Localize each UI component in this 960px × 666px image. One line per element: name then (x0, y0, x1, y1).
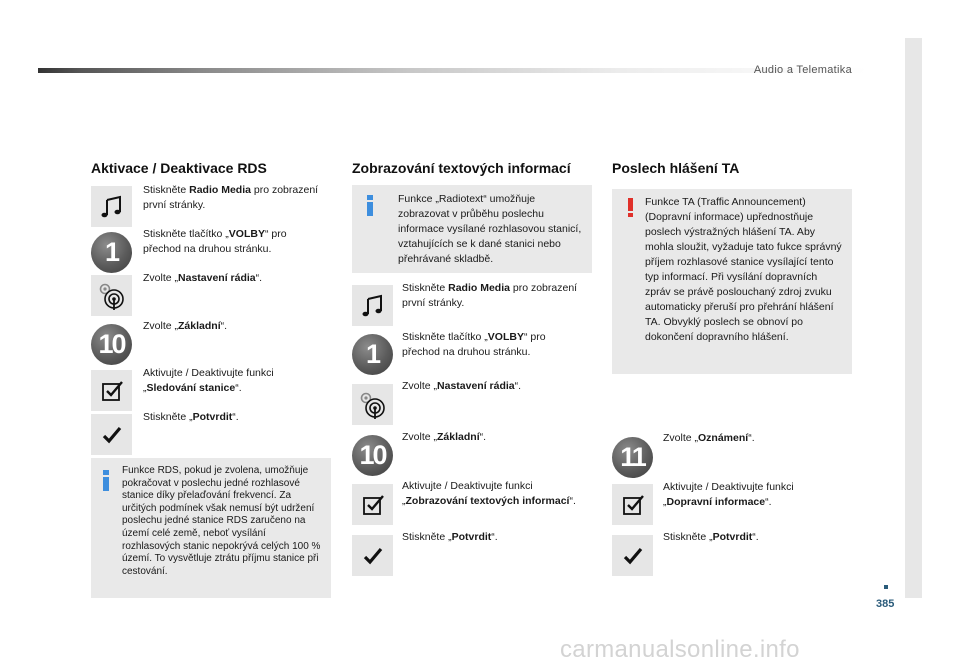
step-text: Stiskněte „Potvrdit“. (663, 531, 759, 543)
radio-settings-icon (91, 275, 132, 316)
note-box-rds (91, 458, 331, 598)
confirm-check-icon (612, 535, 653, 576)
note-text: Funkce RDS, pokud je zvolena, umožňuje pokračovat v poslechu jedné rozhlasové stanice díky přelaďování frekvencí. Za určitých podmínek však nemusí být udržení poslechu jedné stanice RDS zaručeno na území celé země, neboť vysílání rozhlasových stanic nepokrývá celých 100 % území. To vysvětluje ztrátu příjmu stanice při cestování. (122, 465, 321, 577)
header-gradient-bar (38, 68, 868, 73)
step-number-badge: 1 (352, 334, 393, 375)
step-text: Zvolte „Nastavení rádia“. (402, 380, 522, 392)
step-text: Aktivujte / Deaktivujte funkci „Dopravní informace“. (663, 481, 794, 508)
section-title-rds: Aktivace / Deaktivace RDS (91, 160, 267, 176)
warning-icon (626, 198, 634, 217)
step-text: Stiskněte Radio Media pro zobrazení první stránky. (402, 282, 578, 309)
step-text: Aktivujte / Deaktivujte funkci „Sledování stanice“. (143, 367, 274, 394)
step-text: Zvolte „Oznámení“. (663, 432, 755, 444)
step-text: Zvolte „Základní“. (402, 431, 487, 443)
note-box-radiotext (352, 185, 592, 273)
confirm-check-icon (352, 535, 393, 576)
step-number-badge: 10 (352, 435, 393, 476)
step-text: Zvolte „Základní“. (143, 320, 228, 332)
section-title-ta: Poslech hlášení TA (612, 160, 740, 176)
step-text: Stiskněte „Potvrdit“. (143, 411, 239, 423)
step-text: Stiskněte tlačítko „VOLBY“ pro přechod na druhou stránku. (143, 228, 287, 255)
step-number-badge: 1 (91, 232, 132, 273)
side-strip (905, 38, 922, 598)
info-icon (102, 470, 110, 491)
step-text: Stiskněte Radio Media pro zobrazení první stránky. (143, 184, 319, 211)
checkbox-toggle-icon (91, 370, 132, 411)
step-number-badge: 10 (91, 324, 132, 365)
step-number-badge: 11 (612, 437, 653, 478)
chapter-title: Audio a Telematika (753, 64, 852, 76)
page-marker (884, 585, 888, 589)
confirm-check-icon (91, 414, 132, 455)
watermark: carmanualsonline.info (560, 636, 800, 663)
page-number: 385 (876, 598, 895, 610)
radio-settings-icon (352, 384, 393, 425)
step-text: Zvolte „Nastavení rádia“. (143, 272, 263, 284)
music-note-icon (352, 285, 393, 326)
step-text: Stiskněte tlačítko „VOLBY“ pro přechod na druhou stránku. (402, 331, 546, 358)
music-note-icon (91, 186, 132, 227)
note-text: Funkce „Radiotext“ umožňuje zobrazovat v průběhu poslechu informace vysílané rozhlasovou stanicí, vztahujících se k dané stanici nebo přehrávané skladbě. (398, 193, 582, 265)
step-text: Stiskněte „Potvrdit“. (402, 531, 498, 543)
checkbox-toggle-icon (352, 484, 393, 525)
checkbox-toggle-icon (612, 484, 653, 525)
step-text: Aktivujte / Deaktivujte funkci „Zobrazování textových informací“. (402, 480, 576, 507)
info-icon (366, 195, 374, 216)
note-box-ta (612, 189, 852, 374)
section-title-radiotext: Zobrazování textových informací (352, 160, 571, 176)
note-text: Funkce TA (Traffic Announcement) (Dopravní informace) upřednostňuje poslech výstražných hlášení TA. Aby mohla sloužit, vyžaduje tato fukce správný příjem rozhlasové stanice vysílající tento typ informací. Při vysílání dopravních zpráv se právě poslouchaný zdroj zvuku automaticky přeruší pro přehrání hlášení TA. Obvyklý poslech se obnoví po dokončení dopravního hlášení. (645, 196, 842, 343)
